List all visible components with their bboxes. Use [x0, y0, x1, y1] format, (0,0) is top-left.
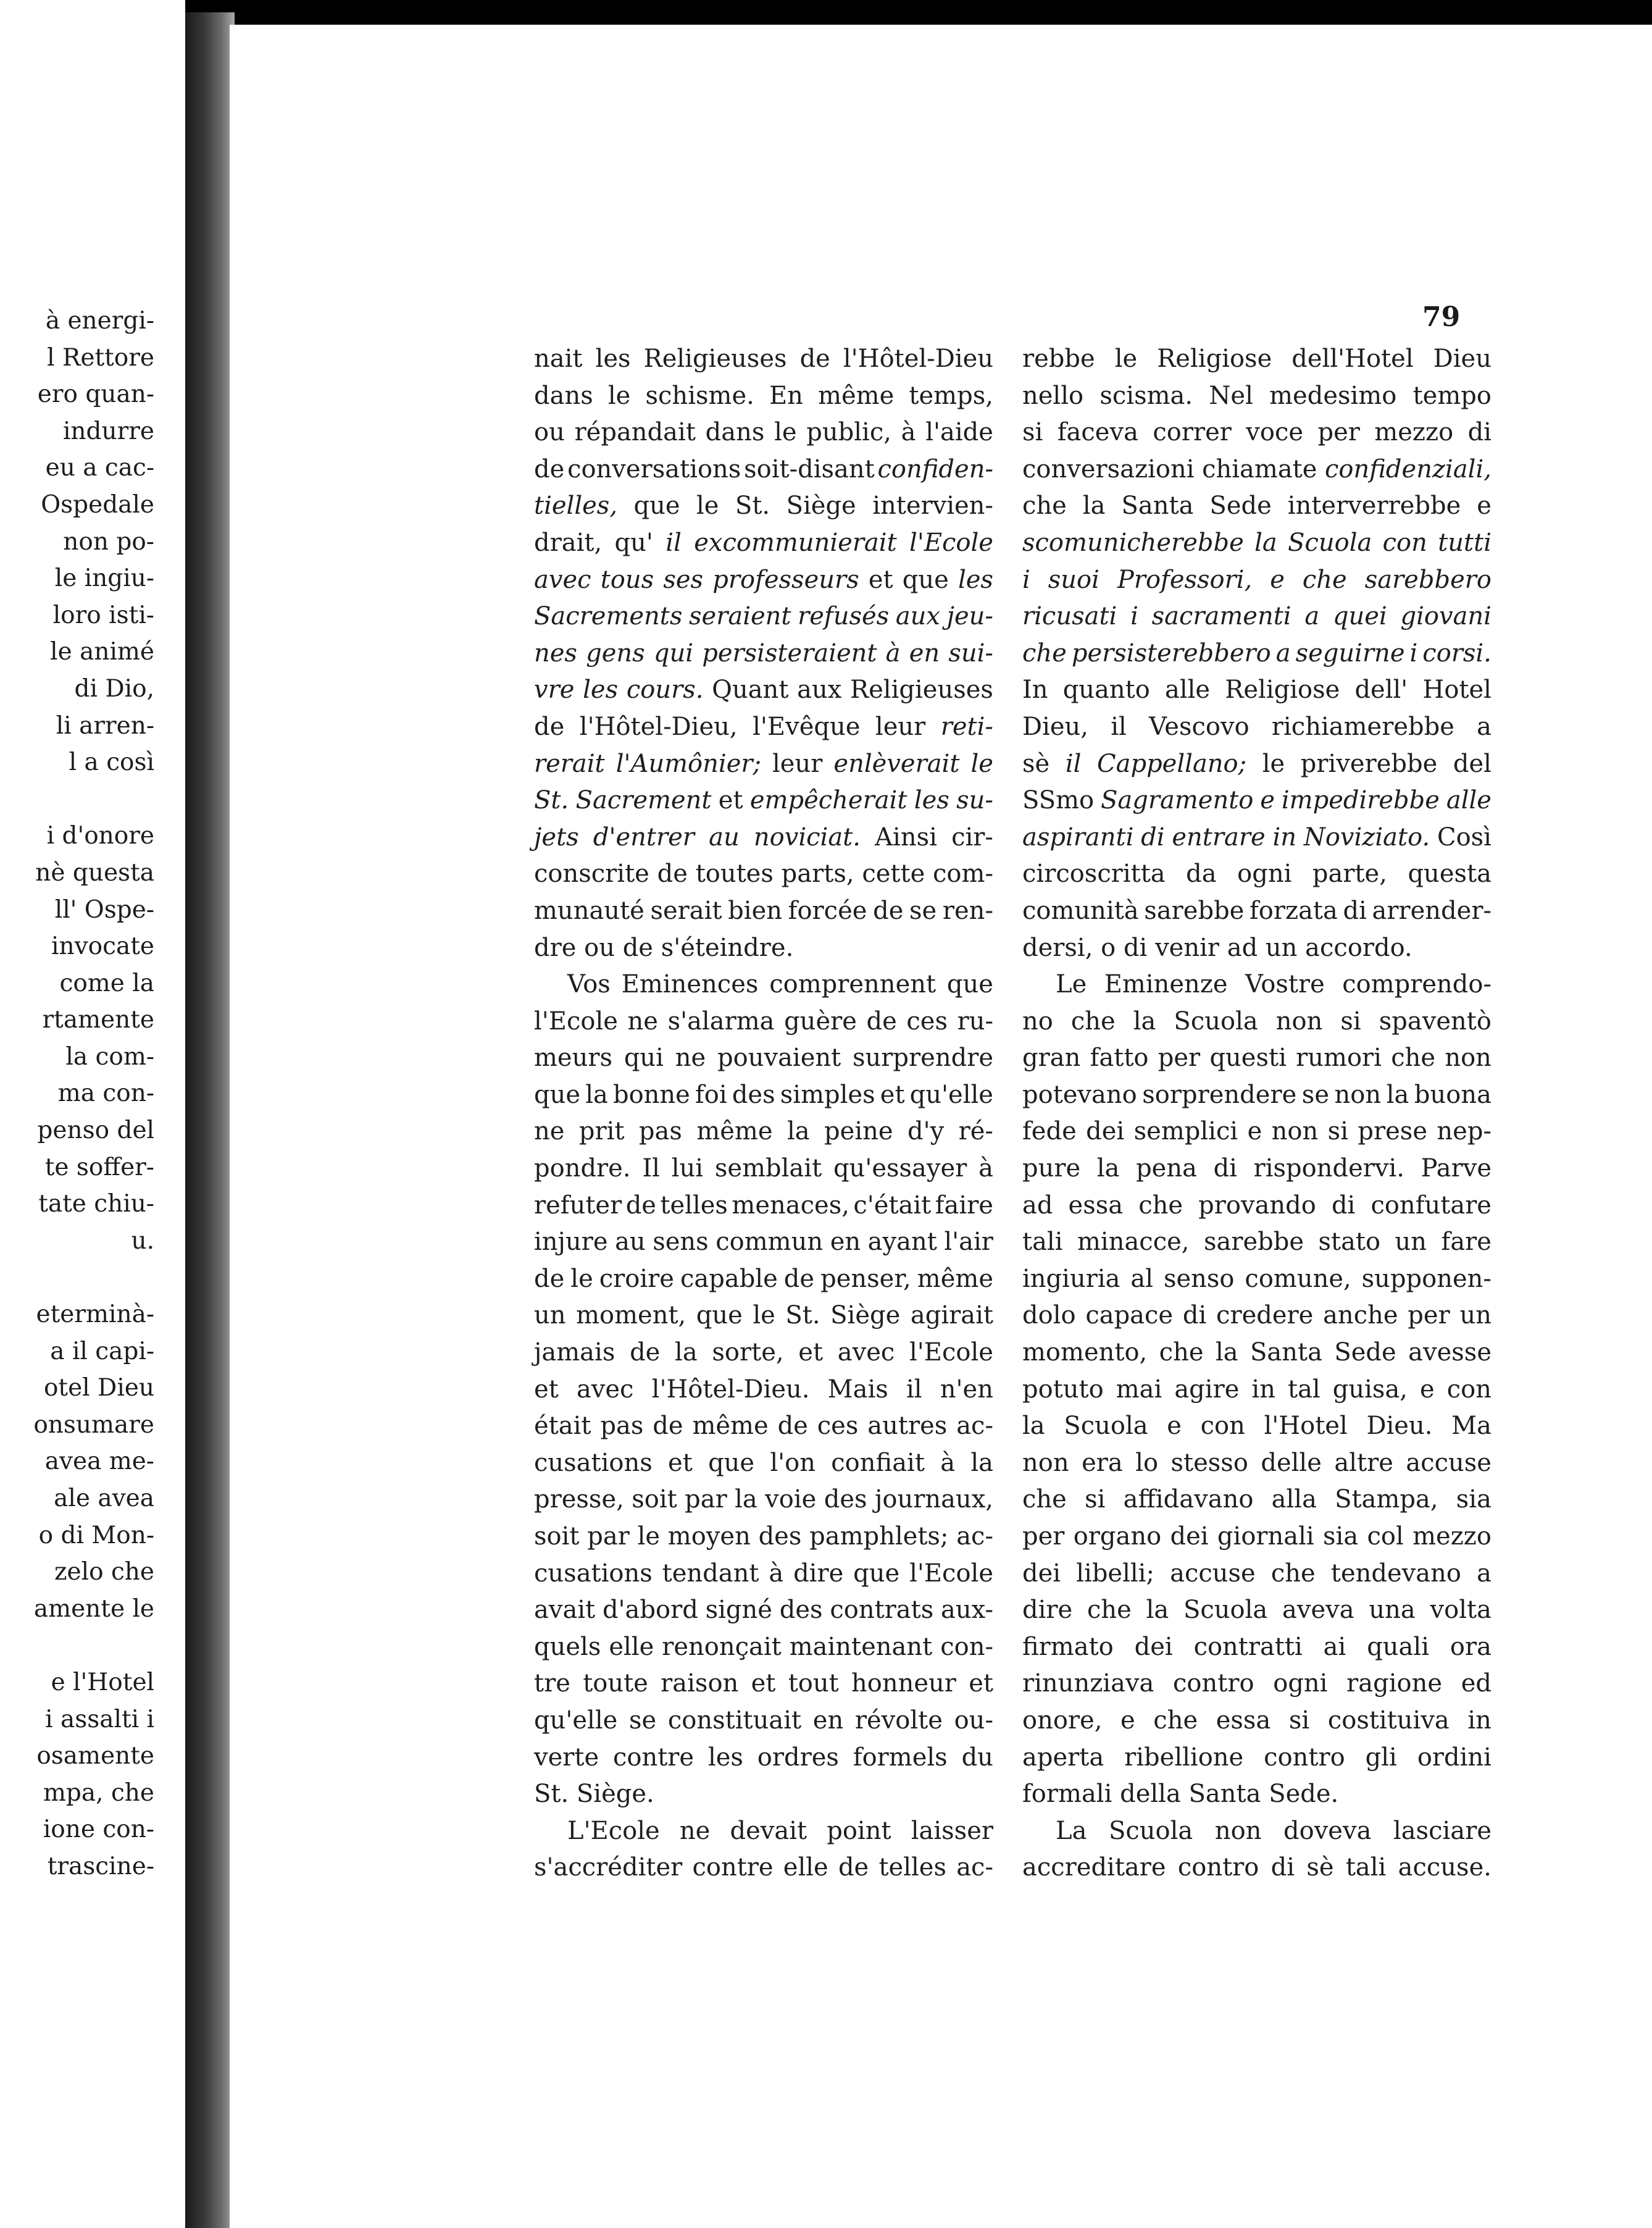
text-line: tre toute raison et tout honneur et: [534, 1669, 993, 1698]
text-line: injure au sens commun en ayant l'air: [534, 1228, 993, 1257]
facing-line: le animé: [50, 638, 154, 666]
text-line: un moment, que le St. Siège agirait: [534, 1301, 993, 1330]
facing-line: ero quan-: [37, 380, 154, 409]
text-line: et avec l'Hôtel-Dieu. Mais il n'en: [534, 1375, 993, 1404]
text-line: dolo capace di credere anche per un: [1022, 1301, 1491, 1330]
text-line: SSmo Sagramento e impedirebbe alle: [1022, 786, 1491, 815]
text-line: drait, qu' il excommunierait l'Ecole: [534, 528, 993, 557]
text-line: de le croire capable de penser, même: [534, 1264, 993, 1293]
facing-line: la com-: [65, 1042, 154, 1071]
text-line: conscrite de toutes parts, cette com-: [534, 860, 993, 889]
facing-line: ione con-: [43, 1815, 154, 1844]
text-line: ingiuria al senso comune, supponen-: [1022, 1264, 1491, 1293]
text-line: i suoi Professori, e che sarebbero: [1022, 565, 1491, 594]
text-line: Vos Eminences comprennent que: [567, 970, 993, 999]
facing-line: osamente: [36, 1742, 154, 1770]
text-line: St. Siège.: [534, 1780, 654, 1809]
facing-line: e l'Hotel: [51, 1668, 154, 1696]
facing-line: ma con-: [57, 1079, 154, 1108]
text-line: Le Eminenze Vostre comprendo-: [1056, 970, 1491, 999]
text-line: onore, e che essa si costituiva in: [1022, 1706, 1491, 1735]
facing-line: come la: [59, 969, 154, 997]
text-line: formali della Santa Sede.: [1022, 1780, 1339, 1809]
text-line: tielles, que le St. Siège intervien-: [534, 492, 993, 521]
text-line: cusations tendant à dire que l'Ecole: [534, 1559, 993, 1588]
text-line: no che la Scuola non si spaventò: [1022, 1007, 1491, 1036]
text-line: nait les Religieuses de l'Hôtel-Dieu: [534, 345, 993, 373]
text-line: sè il Cappellano; le priverebbe del: [1022, 749, 1491, 778]
text-line: dre ou de s'éteindre.: [534, 933, 794, 962]
text-line: rerait l'Aumônier; leur enlèverait le: [534, 749, 993, 778]
text-line: potevano sorprendere se non la buona: [1022, 1080, 1491, 1109]
text-line: accreditare contro di sè tali accuse.: [1022, 1853, 1491, 1882]
text-line: l'Ecole ne s'alarma guère de ces ru-: [534, 1007, 993, 1036]
text-line: munauté serait bien forcée de se ren-: [534, 896, 993, 925]
text-line: la Scuola e con l'Hotel Dieu. Ma: [1022, 1412, 1491, 1441]
facing-line: penso del: [37, 1116, 154, 1145]
facing-line: o di Mon-: [38, 1521, 154, 1549]
facing-line: Ospedale: [41, 490, 154, 519]
text-line: refuter de telles menaces, c'était faire: [534, 1191, 993, 1220]
text-line: vre les cours. Quant aux Religieuses: [534, 676, 993, 705]
text-line: comunità sarebbe forzata di arrender-: [1022, 896, 1491, 925]
text-line: fede dei semplici e non si prese nep-: [1022, 1117, 1491, 1146]
facing-line: otel Dieu: [43, 1374, 154, 1402]
text-line: nes gens qui persisteraient à en sui-: [534, 639, 993, 668]
text-line: que la bonne foi des simples et qu'elle: [534, 1080, 993, 1109]
text-line: aperta ribellione contro gli ordini: [1022, 1743, 1491, 1772]
text-line: La Scuola non doveva lasciare: [1056, 1816, 1491, 1845]
facing-line: i assalti i: [45, 1705, 154, 1733]
text-line: avait d'abord signé des contrats aux-: [534, 1596, 993, 1625]
facing-line: [0, 1627, 154, 1664]
facing-line: invocate: [51, 932, 154, 961]
facing-line: indurre: [62, 417, 154, 445]
book-gutter-shadow: [185, 12, 235, 2228]
facing-line: amente le: [33, 1594, 154, 1623]
text-line: firmato dei contratti ai quali ora: [1022, 1632, 1491, 1661]
text-line: dei libelli; accuse che tendevano a: [1022, 1559, 1491, 1588]
text-line: ne prit pas même la peine d'y ré-: [534, 1117, 993, 1146]
text-line: ou répandait dans le public, à l'aide: [534, 418, 993, 447]
text-line: In quanto alle Religiose dell' Hotel: [1022, 676, 1491, 705]
french-text-column: [534, 341, 993, 1887]
facing-line: [0, 781, 154, 818]
facing-page-text: [0, 303, 154, 1885]
text-line: circoscritta da ogni parte, questa: [1022, 860, 1491, 889]
facing-line: nè questa: [35, 858, 154, 887]
facing-line: loro isti-: [52, 601, 154, 629]
text-line: rinunziava contro ogni ragione ed: [1022, 1669, 1491, 1698]
facing-page-fragment: [0, 0, 185, 2228]
facing-line: l a così: [69, 748, 154, 777]
text-line: ricusati i sacramenti a quei giovani: [1022, 602, 1491, 631]
facing-line: [0, 1259, 154, 1296]
text-line: conversazioni chiamate confidenziali,: [1022, 454, 1491, 484]
facing-line: l Rettore: [47, 343, 154, 372]
text-line: St. Sacrement et empêcherait les su-: [534, 786, 993, 815]
facing-line: ale avea: [54, 1485, 154, 1512]
text-line: quels elle renonçait maintenant con-: [534, 1632, 993, 1661]
text-line: per organo dei giornali sia col mezzo: [1022, 1522, 1491, 1551]
facing-line: rtamente: [42, 1006, 154, 1034]
text-line: ad essa che provando di confutare: [1022, 1191, 1491, 1220]
facing-line: le ingiu-: [54, 564, 154, 593]
text-line: non era lo stesso delle altre accuse: [1022, 1448, 1491, 1477]
text-line: dersi, o di venir ad un accordo.: [1022, 933, 1412, 962]
text-line: Sacrements seraient refusés aux jeu-: [534, 602, 993, 631]
facing-line: a il capi-: [50, 1337, 154, 1365]
text-line: potuto mai agire in tal guisa, e con: [1022, 1375, 1491, 1404]
text-line: cusations et que l'on confiait à la: [534, 1448, 993, 1477]
text-line: pure la pena di rispondervi. Parve: [1022, 1154, 1491, 1183]
text-line: gran fatto per questi rumori che non: [1022, 1044, 1491, 1073]
text-line: che persisterebbero a seguirne i corsi.: [1022, 639, 1491, 668]
text-line: dans le schisme. En même temps,: [534, 381, 993, 410]
facing-line: ll' Ospe-: [54, 895, 154, 924]
text-line: L'Ecole ne devait point laisser: [567, 1816, 993, 1845]
text-line: qu'elle se constituait en révolte ou-: [534, 1706, 993, 1735]
text-line: tali minacce, sarebbe stato un fare: [1022, 1228, 1491, 1257]
text-line: pondre. Il lui semblait qu'essayer à: [534, 1154, 993, 1183]
text-line: nello scisma. Nel medesimo tempo: [1022, 381, 1491, 410]
text-line: momento, che la Santa Sede avesse: [1022, 1338, 1491, 1367]
facing-line: zelo che: [54, 1558, 154, 1586]
facing-line: li arren-: [56, 711, 154, 740]
text-line: meurs qui ne pouvaient surprendre: [534, 1044, 993, 1073]
facing-line: te soffer-: [44, 1153, 154, 1181]
text-line: aspiranti di entrare in Noviziato. Così: [1022, 823, 1491, 852]
text-line: s'accréditer contre elle de telles ac-: [534, 1853, 993, 1882]
text-line: était pas de même de ces autres ac-: [534, 1412, 993, 1441]
facing-line: non po-: [63, 527, 154, 556]
facing-line: u.: [131, 1226, 154, 1255]
facing-line: trascine-: [47, 1852, 154, 1880]
facing-line: onsumare: [33, 1410, 154, 1439]
text-line: che si affidavano alla Stampa, sia: [1022, 1485, 1491, 1514]
facing-line: mpa, che: [43, 1778, 154, 1807]
text-line: presse, soit par la voie des journaux,: [534, 1485, 993, 1514]
text-line: de l'Hôtel-Dieu, l'Evêque leur reti-: [534, 712, 993, 741]
text-line: scomunicherebbe la Scuola con tutti: [1022, 528, 1491, 557]
text-line: Dieu, il Vescovo richiamerebbe a: [1022, 712, 1491, 741]
facing-line: di Dio,: [74, 674, 154, 703]
text-line: soit par le moyen des pamphlets; ac-: [534, 1522, 993, 1551]
text-line: verte contre les ordres formels du: [534, 1743, 993, 1772]
italian-text-column: [1022, 341, 1491, 1887]
text-line: jets d'entrer au noviciat. Ainsi cir-: [534, 823, 993, 852]
text-line: avec tous ses professeurs et que les: [534, 565, 993, 594]
facing-line: eu a cac-: [45, 454, 154, 482]
facing-line: à energi-: [45, 307, 154, 335]
text-line: rebbe le Religiose dell'Hotel Dieu: [1022, 345, 1491, 373]
facing-line: i d'onore: [46, 822, 154, 850]
text-line: jamais de la sorte, et avec l'Ecole: [534, 1338, 993, 1367]
page-number: 79: [1422, 301, 1461, 333]
book-page: [230, 25, 1652, 2228]
facing-line: eterminà-: [36, 1300, 154, 1329]
text-line: dire che la Scuola aveva una volta: [1022, 1596, 1491, 1625]
facing-line: avea me-: [44, 1447, 154, 1476]
text-line: che la Santa Sede interverrebbe e: [1022, 492, 1491, 521]
text-line: si faceva correr voce per mezzo di: [1022, 418, 1491, 447]
text-line: de conversations soit-disant confiden-: [534, 454, 993, 484]
facing-line: tate chiu-: [38, 1190, 154, 1218]
